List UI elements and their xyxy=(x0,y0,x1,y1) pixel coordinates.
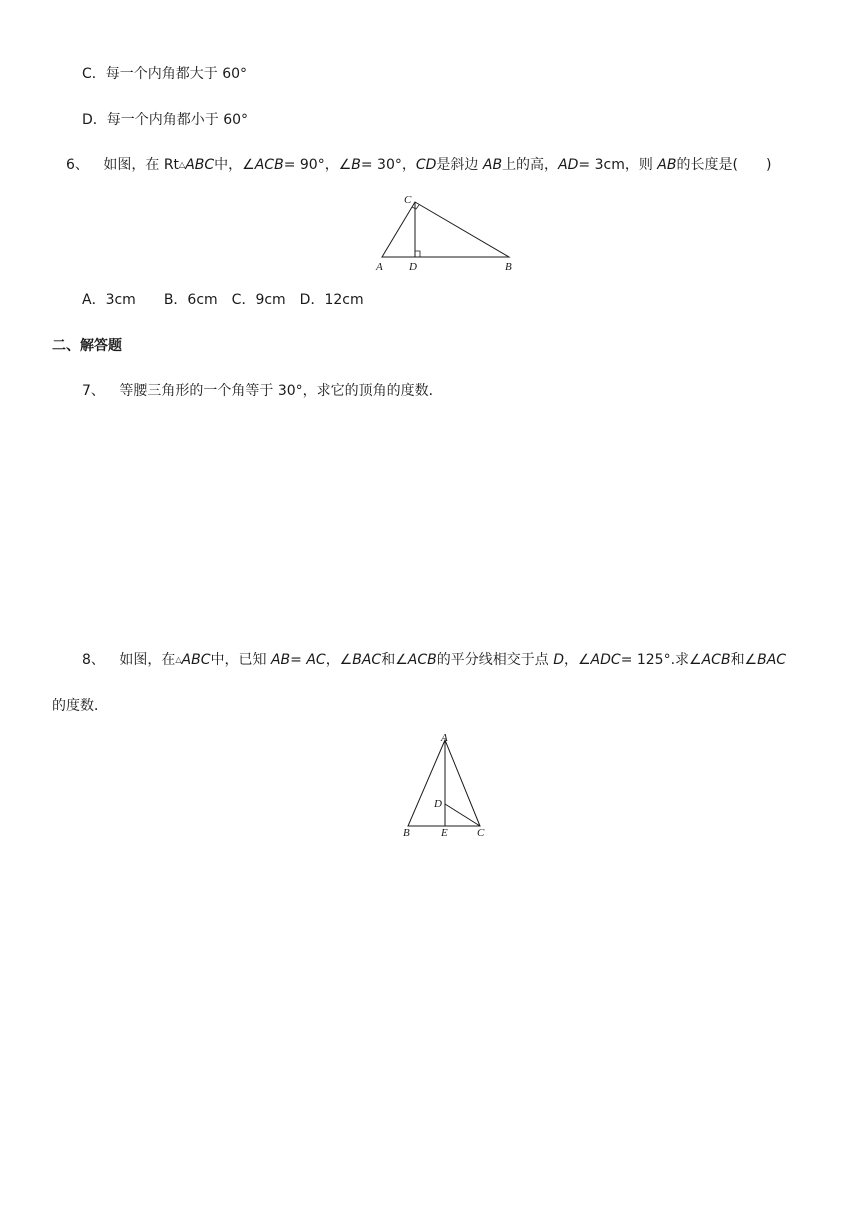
section-title: 二、解答题 xyxy=(52,338,122,354)
q8-stem-line2: 的度数． xyxy=(52,698,108,714)
bisector-cd xyxy=(445,804,480,826)
label-a: A xyxy=(376,261,383,273)
q7-stem xyxy=(82,381,443,401)
label-d: D xyxy=(434,798,442,810)
triangle-abc xyxy=(408,740,480,826)
right-angle-mark-d xyxy=(415,251,420,257)
q6-number: 6、 xyxy=(66,157,89,173)
label-c: C xyxy=(477,827,485,839)
label-d: D xyxy=(409,261,417,273)
label-b: B xyxy=(505,261,512,273)
q8-number: 8、 xyxy=(82,652,105,668)
q6-stem-text: 如图，在 Rt△ABC中，∠ACB= 90°，∠B= 30°，CD是斜边 AB上的高，AD= 3cm，则 AB的长度是( ) xyxy=(103,157,772,173)
q6-stem xyxy=(66,155,771,175)
q8-stem-text: 如图，在△ABC中，已知 AB= AC，∠BAC和∠ACB的平分线相交于点 D，∠ADC= 125°.求∠ACB和∠BAC xyxy=(119,652,787,668)
label-a: A xyxy=(441,732,448,744)
q8-figure-isosceles-triangle xyxy=(398,728,498,842)
q6-figure-right-triangle xyxy=(372,190,522,276)
q6-options: A．3cm B．6cm C．9cm D．12cm xyxy=(82,292,364,308)
label-c: C xyxy=(404,194,412,206)
label-e: E xyxy=(441,827,448,839)
q7-stem-text: 等腰三角形的一个角等于 30°，求它的顶角的度数． xyxy=(119,383,443,399)
q7-number: 7、 xyxy=(82,383,105,399)
q5-option-d: D．每一个内角都小于 60° xyxy=(82,112,249,128)
q5-option-c: C．每一个内角都大于 60° xyxy=(82,66,248,82)
label-b: B xyxy=(403,827,410,839)
q8-stem xyxy=(82,650,786,670)
triangle-abc xyxy=(382,202,509,257)
